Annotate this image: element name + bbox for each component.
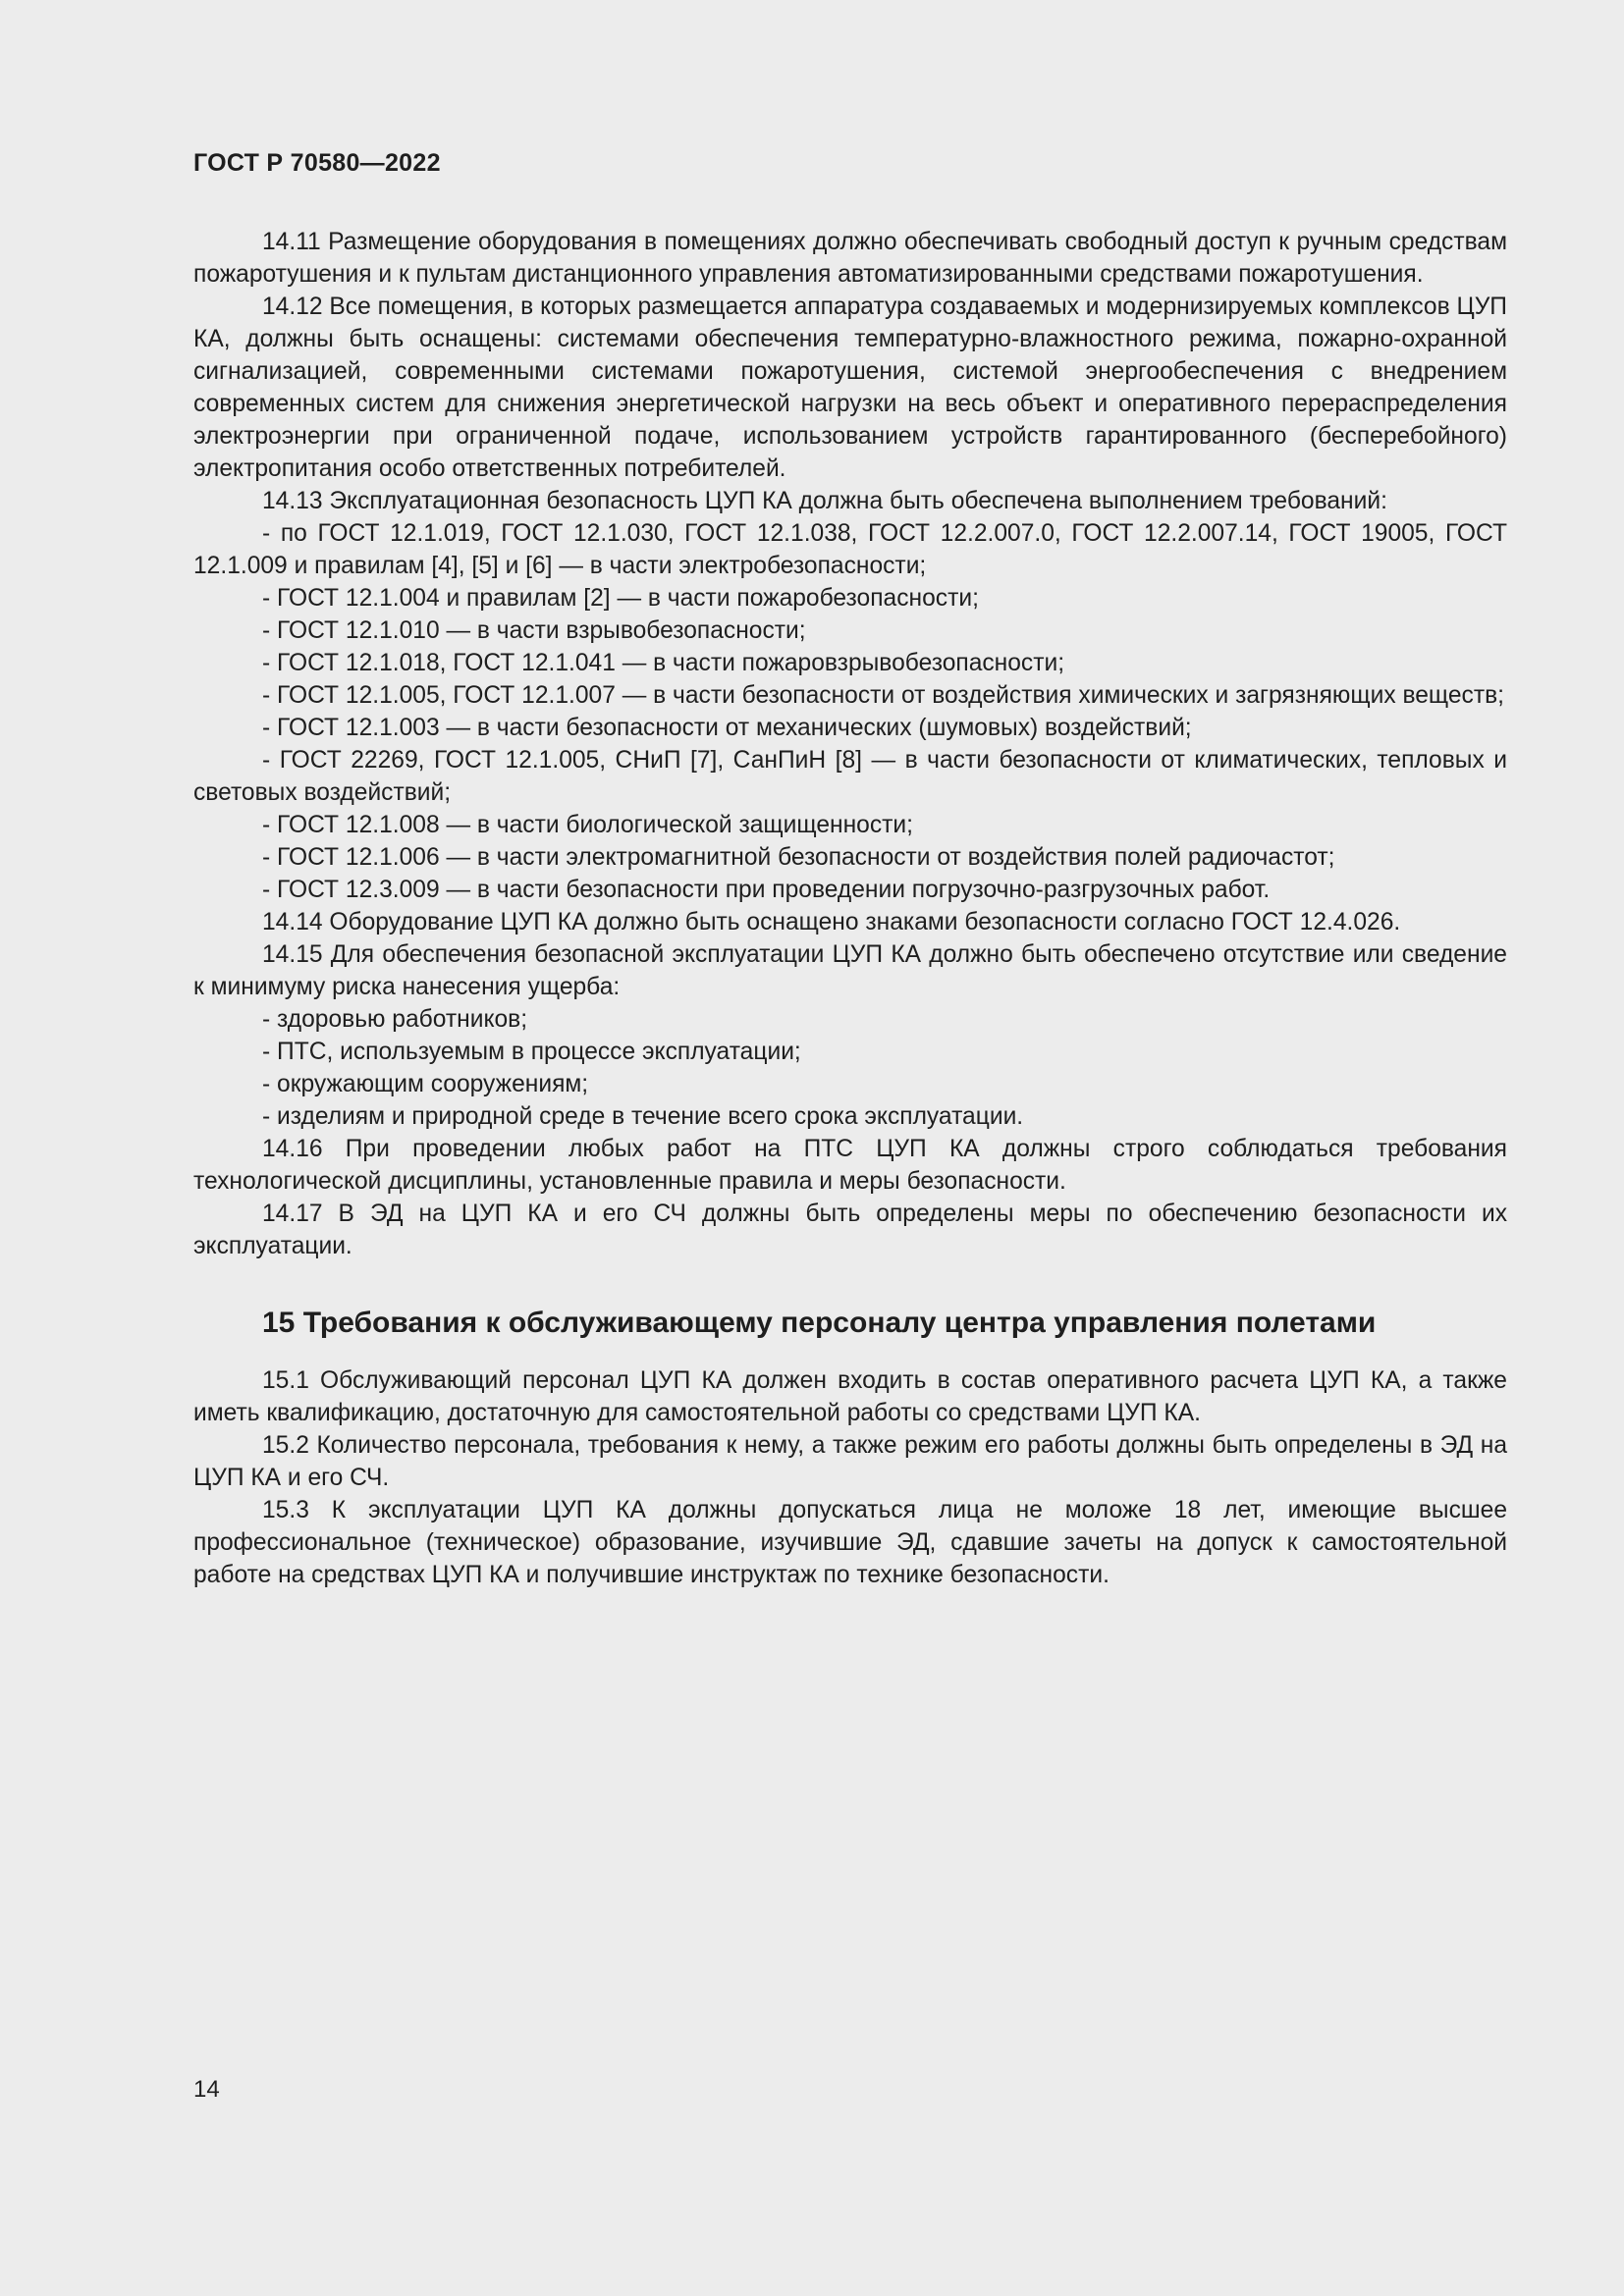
list-item: - ГОСТ 12.3.009 — в части безопасности при проведении погрузочно-разгрузочных работ. bbox=[262, 877, 1271, 903]
document-body bbox=[193, 226, 1507, 1591]
paragraph: 14.17 В ЭД на ЦУП КА и его СЧ должны быть определены меры по обеспечению безопасности их эксплуатации. bbox=[193, 1201, 1507, 1259]
paragraph: 15.3 К эксплуатации ЦУП КА должны допускаться лица не моложе 18 лет, имеющие высшее профессиональное (техническое) образование, изучившие ЭД, сдавшие зачеты на допуск к самостоятельной работе на средствах ЦУП КА и получившие инструктаж по технике безопасности. bbox=[193, 1497, 1507, 1588]
paragraph: 15.1 Обслуживающий персонал ЦУП КА должен входить в состав оперативного расчета ЦУП КА, а также иметь квалификацию, достаточную для самостоятельной работы со средствами ЦУП КА. bbox=[193, 1367, 1507, 1426]
paragraph: 14.14 Оборудование ЦУП КА должно быть оснащено знаками безопасности согласно ГОСТ 12.4.026. bbox=[262, 909, 1401, 935]
page-number: 14 bbox=[193, 2076, 220, 2103]
list-item: - ГОСТ 22269, ГОСТ 12.1.005, СНиП [7], СанПиН [8] — в части безопасности от климатических, тепловых и световых воздействий; bbox=[193, 747, 1507, 806]
list-item: - окружающим сооружениям; bbox=[262, 1071, 589, 1097]
list-item: - ГОСТ 12.1.004 и правилам [2] — в части пожаробезопасности; bbox=[262, 585, 979, 612]
list-item: - ГОСТ 12.1.018, ГОСТ 12.1.041 — в части пожаровзрывобезопасности; bbox=[262, 650, 1065, 676]
list-item: - по ГОСТ 12.1.019, ГОСТ 12.1.030, ГОСТ 12.1.038, ГОСТ 12.2.007.0, ГОСТ 12.2.007.14, ГОСТ 19005, ГОСТ 12.1.009 и правилам [4], [5] и [6] — в части электробезопасности; bbox=[193, 520, 1507, 579]
paragraph: 14.12 Все помещения, в которых размещается аппаратура создаваемых и модернизируемых комплексов ЦУП КА, должны быть оснащены: системами обеспечения температурно-влажностного режима, пожарно-охранной сигнализацией, современными системами пожаротушения, системой энергообеспечения с внедрением современных систем для снижения энергетической нагрузки на весь объект и оперативного перераспределения электроэнергии при ограниченной подаче, использованием устройств гарантированного (бесперебойного) электропитания особо ответственных потребителей. bbox=[193, 294, 1507, 482]
paragraph: 14.16 При проведении любых работ на ПТС ЦУП КА должны строго соблюдаться требования технологической дисциплины, установленные правила и меры безопасности. bbox=[193, 1136, 1507, 1195]
list-item: - ГОСТ 12.1.010 — в части взрывобезопасности; bbox=[262, 617, 806, 644]
list-item: - ГОСТ 12.1.003 — в части безопасности от механических (шумовых) воздействий; bbox=[262, 715, 1192, 741]
paragraph: 15.2 Количество персонала, требования к нему, а также режим его работы должны быть определены в ЭД на ЦУП КА и его СЧ. bbox=[193, 1432, 1507, 1491]
list-item: - ПТС, используемым в процессе эксплуатации; bbox=[262, 1039, 801, 1065]
list-item: - ГОСТ 12.1.006 — в части электромагнитной безопасности от воздействия полей радиочастот; bbox=[262, 844, 1335, 871]
paragraph: 14.15 Для обеспечения безопасной эксплуатации ЦУП КА должно быть обеспечено отсутствие или сведение к минимуму риска нанесения ущерба: bbox=[193, 941, 1507, 1000]
list-item: - ГОСТ 12.1.008 — в части биологической защищенности; bbox=[262, 812, 913, 838]
list-item: - здоровью работников; bbox=[262, 1006, 528, 1033]
list-item: - изделиям и природной среде в течение всего срока эксплуатации. bbox=[262, 1103, 1024, 1130]
section-heading: 15 Требования к обслуживающему персоналу центра управления полетами bbox=[262, 1307, 1377, 1339]
paragraph: 14.13 Эксплуатационная безопасность ЦУП КА должна быть обеспечена выполнением требований: bbox=[262, 488, 1387, 514]
list-item: - ГОСТ 12.1.005, ГОСТ 12.1.007 — в части безопасности от воздействия химических и загрязняющих веществ; bbox=[262, 682, 1505, 709]
paragraph: 14.11 Размещение оборудования в помещениях должно обеспечивать свободный доступ к ручным средствам пожаротушения и к пультам дистанционного управления автоматизированными средствами пожаротушения. bbox=[193, 229, 1507, 288]
document-code-header: ГОСТ Р 70580—2022 bbox=[193, 149, 441, 177]
